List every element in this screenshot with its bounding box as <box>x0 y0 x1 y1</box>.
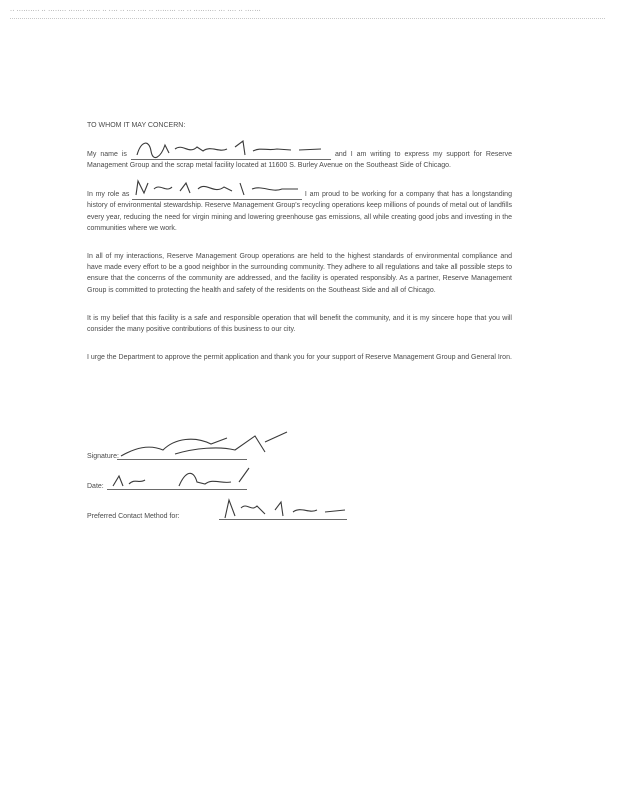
handwritten-name-signature <box>131 137 331 159</box>
date-label: Date: <box>87 483 104 490</box>
handwritten-name-field <box>131 148 331 160</box>
paragraph-intro <box>87 148 512 171</box>
name-prefix: My name is <box>87 151 127 158</box>
role-prefix: In my role as <box>87 191 130 199</box>
salutation: TO WHOM IT MAY CONCERN: <box>87 122 186 129</box>
signature-row <box>87 430 387 464</box>
fax-transmission-header: ·· ·········· ·· ········ ······· ······ ·· ···· ·· ···· ···· ·· ········· ··· ·· ·········· ··· ···· ·· ······· <box>10 8 605 19</box>
contact-label: Preferred Contact Method for: <box>87 513 180 520</box>
signature-block <box>87 430 387 524</box>
support-letter <box>87 120 512 380</box>
intro-text: and I am writing to express my support for Reserve Management Group and the scrap metal facility located at 11600 S. Burley Avenue on the Southeast Side of Chicago. <box>87 151 513 170</box>
signature-label: Signature: <box>87 453 119 460</box>
handwritten-role-signature <box>132 177 302 199</box>
contact-row <box>87 494 387 524</box>
paragraph-belief: It is my belief that this facility is a safe and responsible operation that will benefit the community, and it is my sincere hope that you will consider the many positive contributions of this business to our city. <box>87 314 512 334</box>
handwritten-date <box>109 464 259 494</box>
handwritten-signature <box>115 430 295 464</box>
date-row <box>87 464 387 494</box>
paragraph-closing: I urge the Department to approve the permit application and thank you for your support of Reserve Management Group and General Iron. <box>87 354 512 362</box>
role-text: I am proud to be working for a company that has a longstanding history of environmental stewardship. Reserve Management Group's recycling operations keep millions of pounds of metal out of landfills every year, reducing the need for virgin mining and lowering greenhouse gas emissions, all while creating good jobs and investing in the communities where we work. <box>87 191 512 232</box>
paragraph-compliance: In all of my interactions, Reserve Management Group operations are held to the highest standards of environmental compliance and have made every effort to be a good neighbor in the surrounding community. They adhere to all regulations and take all possible steps to ensure that the concerns of the community are addressed, and the facility is operated responsibly. As a partner, Reserve Management Group is committed to protecting the health and safety of the residents on the Southeast Side and all of Chicago. <box>87 253 512 294</box>
paragraph-role <box>87 188 512 234</box>
handwritten-contact <box>221 494 351 524</box>
handwritten-role-field <box>132 188 302 200</box>
